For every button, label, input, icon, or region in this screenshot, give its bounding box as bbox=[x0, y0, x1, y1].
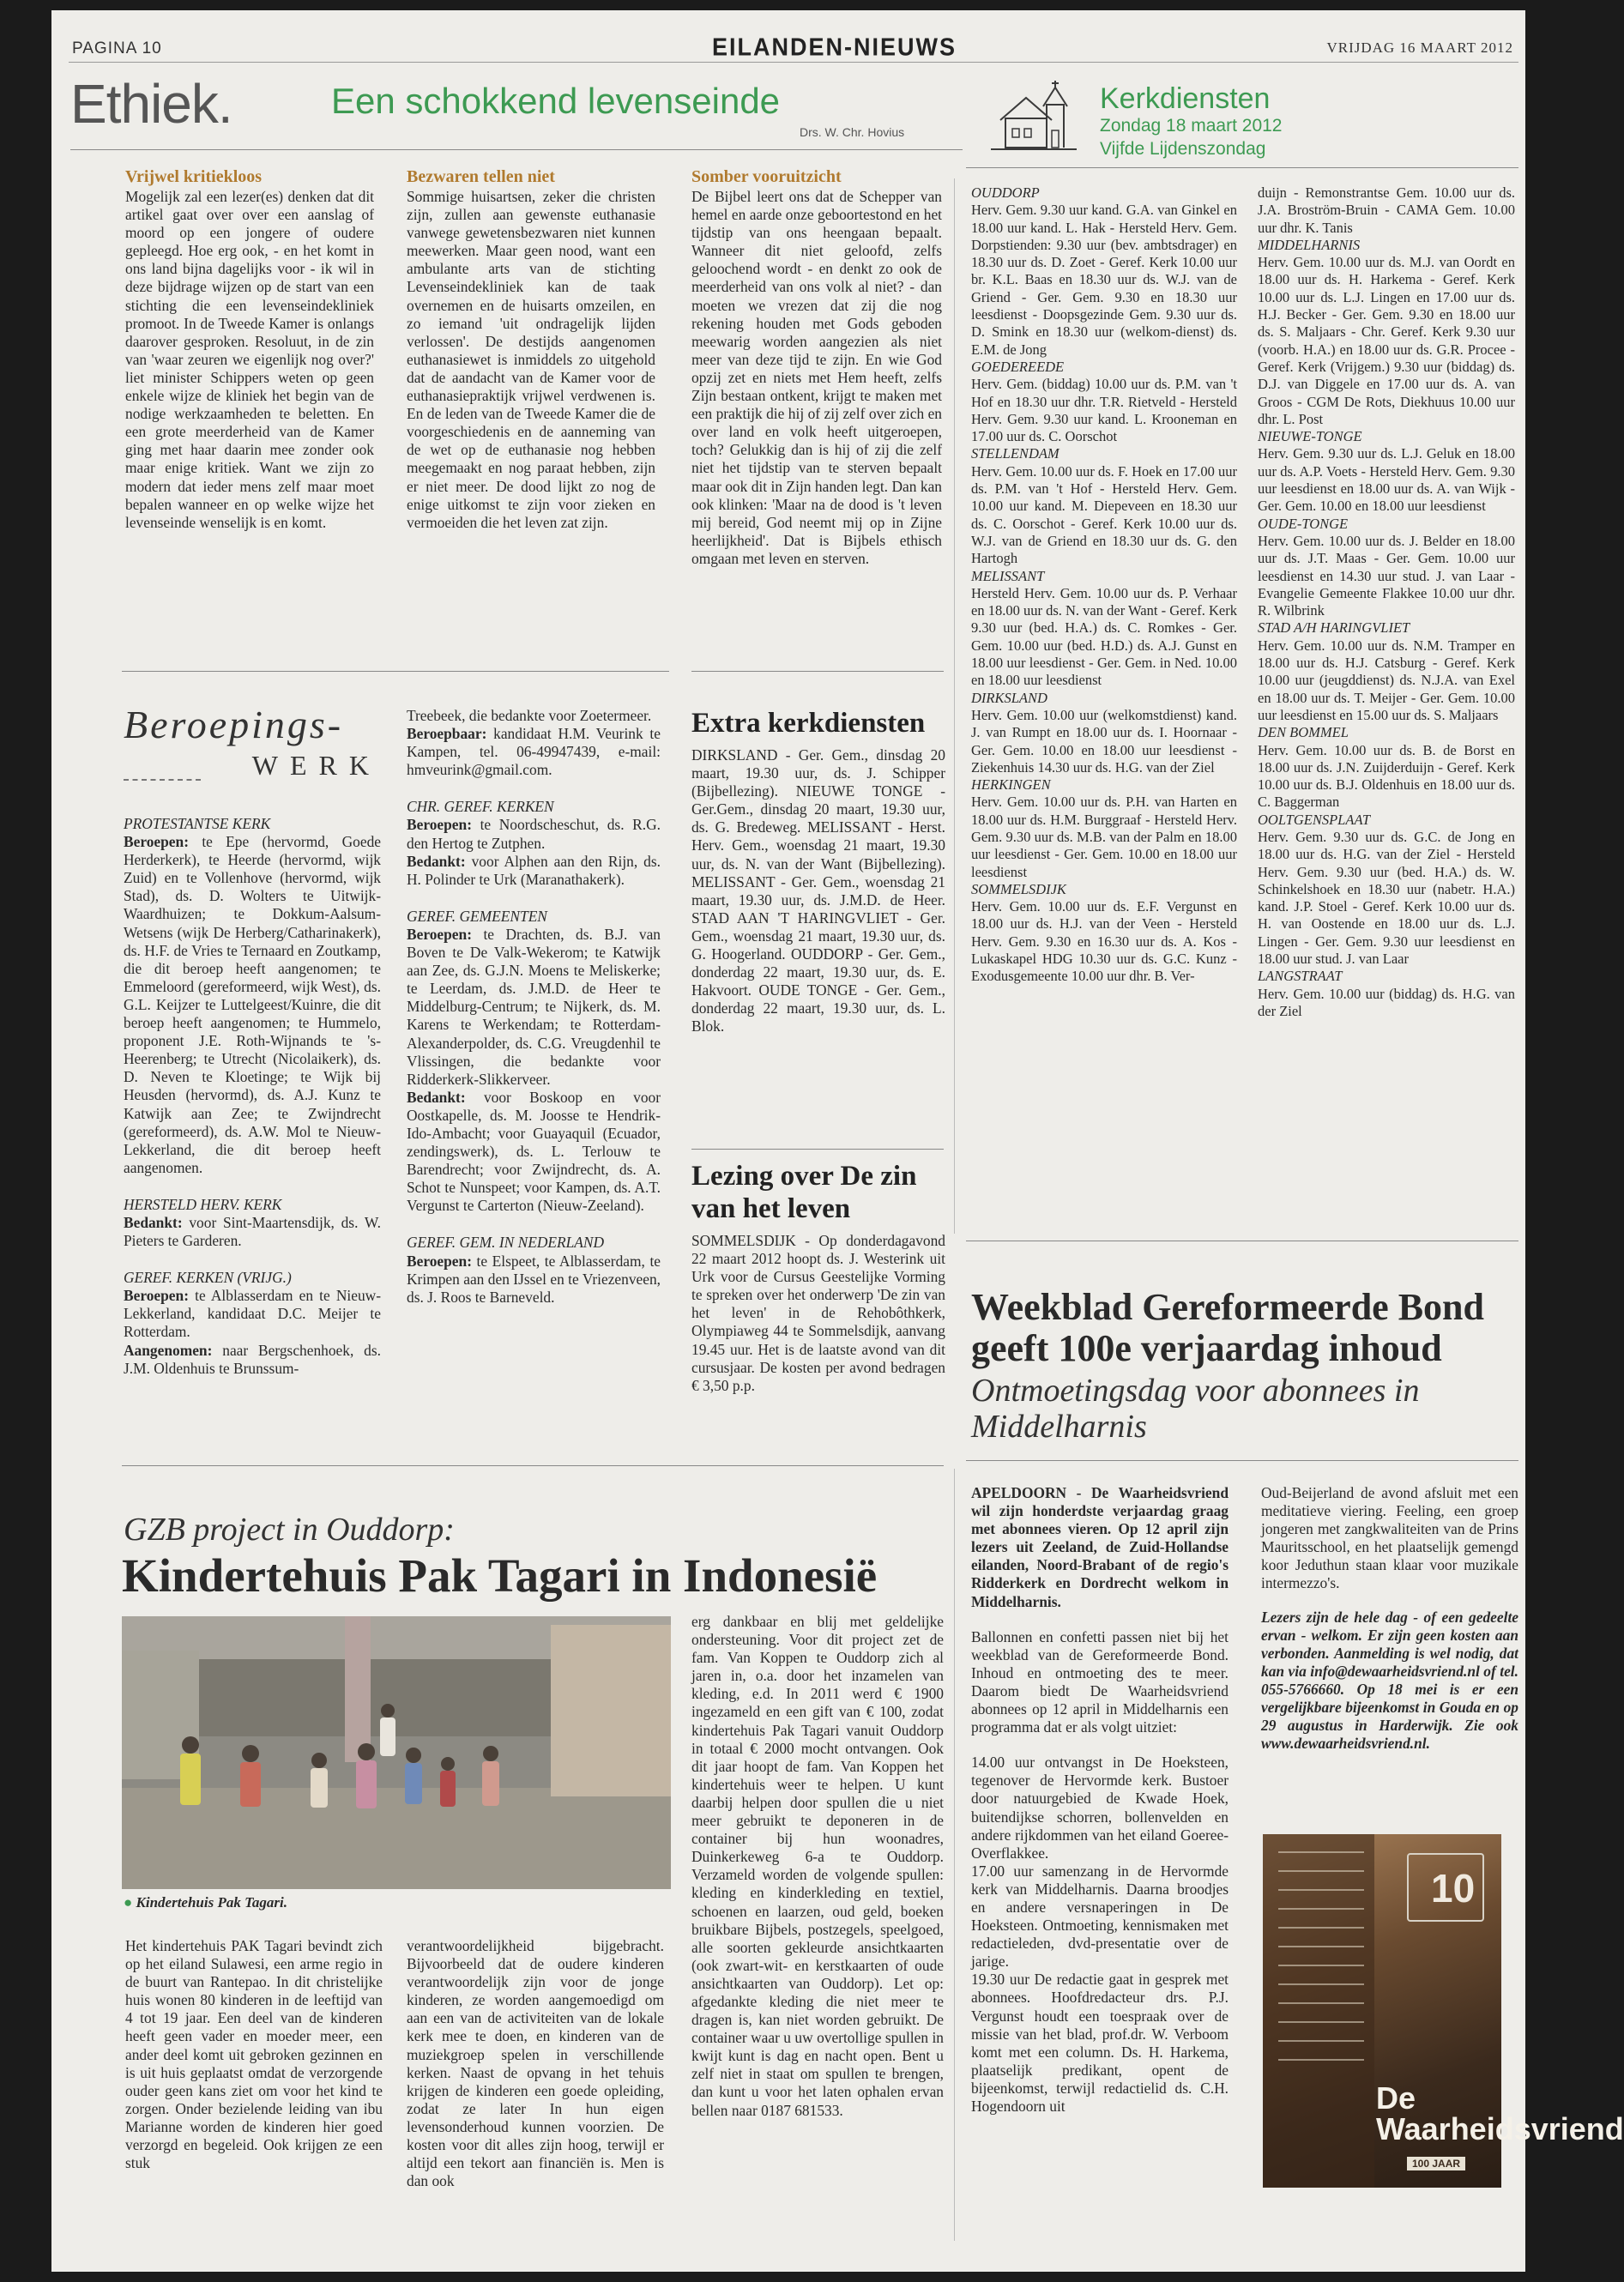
extra-title: Extra kerkdiensten bbox=[691, 708, 926, 739]
beroep-church-heading: GEREF. GEMEENTEN bbox=[407, 907, 547, 925]
beroep-column-2 bbox=[407, 707, 661, 1307]
beroep-entry bbox=[124, 1214, 381, 1250]
ethiek-subhead-3: Somber vooruitzicht bbox=[691, 167, 842, 186]
kerk-place: LANGSTRAAT bbox=[1258, 968, 1343, 985]
beroep-entry bbox=[124, 1287, 381, 1341]
beroep-entry-text: voor Alphen aan den Rijn, ds. H. Polinder te Urk (Maranathakerk). bbox=[407, 852, 661, 888]
kerk-services: Herv. Gem. 10.00 uur ds. E.F. Vergunst en 18.00 uur ds. H.J. van der Veen - Hersteld Herv. Gem. 9.30 en 16.30 uur ds. A. Kos - Lukaskapel HDG 10.30 uur ds. G.C. Kunz - Exodusgemeente 10.00 uur dhr. B. Ver- bbox=[971, 898, 1237, 985]
weekblad-r2: Lezers zijn de hele dag - of een gedeelte ervan - welkom. Er zijn geen kosten aan verbonden. Aanmelding is wel nodig, dat kan via info@dewaarheidsvriend.nl of tel. 055-5766660. Op 18 mei is er een vergelijkbare bijeenkomst in Gouda en op 29 augustus in Harderwijk. Zie ook www.dewaarheidsvriend.nl. bbox=[1261, 1608, 1518, 1753]
kerk-services: Herv. Gem. 10.00 uur ds. B. de Borst en 18.00 uur ds. J.N. Zuijderduijn - Geref. Kerk 10.00 uur ds. B.J. Oldenhuis en 18.00 uur ds. C. Baggerman bbox=[1258, 741, 1515, 811]
kerk-services: duijn - Remonstrantse Gem. 10.00 uur ds. J.A. Broström-Bruin - CAMA Gem. 10.00 uur dhr. K. Tanis bbox=[1258, 184, 1515, 236]
newspaper-page bbox=[51, 10, 1624, 2272]
kerk-services: Hersteld Herv. Gem. 10.00 uur ds. P. Verhaar en 18.00 uur ds. N. van der Want - Geref. Kerk 9.30 uur (bed. H.A.) ds. C. Romkes - Ger. Gem. 10.00 uur (bed. H.D.) ds. A.J. Gunst en 18.00 uur leesdienst - Ger. Gem. in Ned. 10.00 en 18.00 uur leesdienst bbox=[971, 584, 1237, 689]
beroep-entry-label: Beroepen: bbox=[407, 925, 472, 943]
beroep-entry-label: Beroepen: bbox=[124, 1287, 189, 1305]
kerk-place: SOMMELSDIJK bbox=[971, 880, 1066, 897]
ethiek-column-3 bbox=[691, 166, 942, 568]
beroep-entry-text: naar Bergschenhoek, ds. J.M. Oldenhuis te Brunssum- bbox=[124, 1341, 381, 1377]
weekblad-column-1 bbox=[971, 1484, 1229, 2116]
kerk-services: Herv. Gem. 10.00 uur ds. P.H. van Harten en 18.00 uur ds. H.M. Burggraaf - Hersteld Herv. Gem. 9.30 uur ds. M.B. van der Palm en 18.00 uur leesdienst - Ger. Gem. 10.00 en 18.00 uur leesdienst bbox=[971, 794, 1237, 880]
kerk-place: HERKINGEN bbox=[971, 776, 1051, 794]
gzb-photo bbox=[122, 1616, 671, 1889]
beroep-church-heading: GEREF. KERKEN (VRIJG.) bbox=[124, 1269, 292, 1287]
kerk-services: Herv. Gem. 10.00 uur ds. N.M. Tramper en 18.00 uur ds. H.J. Catsburg - Geref. Kerk 10.00 uur (jeugddienst) ds. N.J.A. van Exel en 18.00 uur ds. T. Meijer - Ger. Gem. 10.00 uur leesdienst en 15.00 uur ds. S. Maljaars bbox=[1258, 637, 1515, 723]
beroep-entry bbox=[407, 853, 661, 889]
kerk-place: STAD A/H HARINGVLIET bbox=[1258, 619, 1410, 637]
beroep-entry-text: te Noordscheschut, ds. R.G. den Hertog te Zutphen. bbox=[407, 816, 661, 852]
gzb-column-3: erg dankbaar en blij met geldelijke ondersteuning. Voor dit project zet de fam. Van Koppen te Ouddorp zich al jaren in, o.a. door het inzamelen van kleding, e.d. In 2011 werd € 1900 ingezameld en een gift van € 100, zodat kindertehuis Pak Tagari vanuit Ouddorp in totaal € 2000 mocht ontvangen. Ook dit jaar hoopt de fam. Van Koppen het kindertehuis weer te helpen. U kunt daarbij helpen door spullen die u niet meer gebruikt te deponeren in de container bij hun woonadres, Duinkerkeweg 6-a te Ouddorp. Verzameld worden de volgende spullen: kleding en kinderkleding en textiel, schoenen en laarzen, oud geld, boeken bruikbare Bijbels, postzegels, speelgoed, alle soorten gekleurde ansichtkaarten (ook zwart-wit- en kerstkaarten of oude ansichtkaarten van Ouddorp). Let op: afgedankte kleding die niet meer te dragen is, kan niet worden gebruikt. De container waar u uw overtollige spullen in kwijt kunt is dag en nacht open. Bent u zelf niet in staat om spullen te brengen, dan kunt u voor het laten ophalen ervan bellen naar 0187 681533. bbox=[691, 1613, 944, 2119]
kerk-services: Herv. Gem. 10.00 uur (welkomstdienst) kand. J. van Rumpt en 18.00 uur ds. I. Hoornaar - Ger. Gem. 10.00 en 18.00 uur leesdienst - Ziekenhuis 14.30 uur ds. H.G. van der Ziel bbox=[971, 706, 1237, 776]
bullet-icon: ● bbox=[124, 1894, 133, 1911]
kerk-place: NIEUWE-TONGE bbox=[1258, 428, 1362, 445]
kerk-sub: Vijfde Lijdenszondag bbox=[1100, 139, 1266, 159]
gzb-caption-row bbox=[124, 1894, 287, 1911]
beroep-entry-text: te Drachten, ds. B.J. van Boven te De Valk-Wekerom; te Katwijk aan Zee, ds. G.J.N. Moens te Meliskerke; te Leerdam, ds. J.M.D. de Heer te Middelburg-Centrum; te Nijkerk, ds. M. Karens te Werkendam; te Rotterdam-Alexanderpolder, ds. C.G. Vreugdenhil te Vlissingen, die bedankte voor Ridderkerk-Slikkerveer. bbox=[407, 925, 661, 1088]
gzb-column-2: verantwoordelijkheid bijgebracht. Bijvoorbeeld dat de oudere kinderen verantwoordelijk zijn voor de jonge kinderen, ze worden aangemoedigd om aan een van de activiteiten van de lokale kerk mee te doen, en kinderen van de muziekgroep spelen in verschillende kerken. Naast de opvang in het tehuis krijgen de kinderen een goede opleiding, zodat ze later In hun eigen levensonderhoud kunnen voorzien. De kosten voor dit alles zijn hoog, terwijl er altijd een tekort aan financiën is. Men is dan ook bbox=[407, 1937, 664, 2190]
ethiek-column-1 bbox=[125, 166, 374, 532]
weekblad-p1: Ballonnen en confetti passen niet bij het weekblad van de Gereformeerde Bond. Inhoud en ontmoeting des te meer. Daarom biedt De Waarheidsvriend abonnees op 12 april in Middelharnis een programma dat er als volgt uitziet: bbox=[971, 1627, 1229, 1736]
kerk-place: MELISSANT bbox=[971, 567, 1045, 584]
beroep-column-1 bbox=[124, 815, 381, 1378]
kerk-place: MIDDELHARNIS bbox=[1258, 236, 1361, 253]
kerk-place: OUDE-TONGE bbox=[1258, 515, 1349, 532]
beroep-entry bbox=[124, 833, 381, 1177]
beroep-entry-text: te Elspeet, te Alblasserdam, te Krimpen aan den IJssel en te Vriezenveen, ds. J. Roos te Barneveld. bbox=[407, 1252, 661, 1306]
beroep-entry-text: kandidaat H.M. Veurink te Kampen, tel. 06-49947439, e-mail: hmveurink@gmail.com. bbox=[407, 725, 661, 779]
beroep-entry bbox=[407, 926, 661, 1089]
kerk-place: GOEDEREEDE bbox=[971, 358, 1065, 375]
kerk-services: Herv. Gem. 10.00 uur (biddag) ds. H.G. van der Ziel bbox=[1258, 985, 1515, 1019]
weekblad-column-2 bbox=[1261, 1484, 1518, 1753]
kerk-services: Herv. Gem. (biddag) 10.00 uur ds. P.M. van 't Hof en 18.30 uur dhr. T.R. Rietveld - Hersteld Herv. Gem. 9.30 uur kand. L. Krooneman en 17.00 uur ds. C. Oorschot bbox=[971, 376, 1237, 445]
ethiek-column-2 bbox=[407, 166, 655, 532]
weekblad-subtitle: Ontmoetingsdag voor abonnees in Middelharnis bbox=[971, 1373, 1420, 1445]
extra-text: DIRKSLAND - Ger. Gem., dinsdag 20 maart, 19.30 uur, ds. J. Schipper (Bijbellezing). NIEUWE TONGE - Ger.Gem., dinsdag 20 maart, 19.30 uur, ds. G. Bredeweg. MELISSANT - Herst. Herv. Gem., woensdag 21 maart, 19.30 uur, ds. N. van der Want (Bijbellezing). MELISSANT - Ger. Gem., woensdag 21 maart, 19.30 uur, ds. J.M.D. de Heer. STAD AAN 'T HARINGVLIET - Ger. Gem., woensdag 21 maart, 19.30 uur, ds. G. Hoogerland. OUDDORP - Ger. Gem., donderdag 22 maart, 19.30 uur, ds. E. Hakvoort. OUDE TONGE - Ger. Gem., donderdag 22 maart, 19.30 uur, ds. L. Blok. bbox=[691, 746, 945, 1035]
masthead: EILANDEN-NIEUWS bbox=[712, 33, 957, 61]
kerk-services: Herv. Gem. 10.00 uur ds. M.J. van Oordt en 18.00 uur ds. H. Harkema - Geref. Kerk 10.00 uur ds. L.J. Lingen en 17.00 uur ds. H.J. Becker - Ger. Gem. 9.30 en 18.00 uur ds. S. Maljaars - Chr. Geref. Kerk 9.30 uur (voorb. H.A.) en 18.00 uur ds. G.R. Procee - Geref. Kerk (Vrijgem.) 9.30 uur (biddag) ds. D.J. van Diggele en 17.00 uur ds. A. van Groos - CGM De Rots, Diekhuus 10.00 uur dhr. L. Post bbox=[1258, 254, 1515, 427]
kerk-place: STELLENDAM bbox=[971, 445, 1060, 462]
beroep-entry-text: voor Sint-Maartensdijk, ds. W. Pieters te Garderen. bbox=[124, 1213, 381, 1250]
beroep-entry bbox=[124, 1342, 381, 1378]
ethiek-text-3: De Bijbel leert ons dat de Schepper van hemel en aarde onze geboortestond en het tijdstip van ons heengaan bepaalt. Wanneer dit niet geloofd, zelfs geloochend wordt - en denkt zo ook de meerderheid van ons volk al niet? - dan moeten we vrezen dat zij die nog rekening houden met Gods geboden meewarig worden aangezien als niet meer van deze tijd te zijn. En wie God opzij zet en niets met Hem heeft, zelfs Zijn bestaan ontkent, krijgt te maken met een praktijk die hij of zij zelf over zich en over land en volk heeft uitgeroepen, toch? Gelukkig dan is hij of zij die zelf niet het tijdstip van te sterven bepaalt maar ook dit in Zijn handen legt. Dan kan ook klinken: 'Maar na de dood is 't leven mij bereid, God neemt mij op in Zijne heerlijkheid'. Dat is Bijbels ethisch omgaan met leven en sterven. bbox=[691, 188, 942, 567]
kerk-place: DIRKSLAND bbox=[971, 689, 1047, 706]
beroep-title: Beroepings- bbox=[124, 703, 344, 746]
waarheidsvriend-cover bbox=[1263, 1834, 1624, 2188]
beroep-entry bbox=[407, 725, 661, 779]
weekblad-lead: APELDOORN - De Waarheidsvriend wil zijn honderdste verjaardag graag met abonnees vieren. Op 12 april zijn lezers uit Zeeland, de Zuid-Hollandse eilanden, Noord-Brabant of de regio's Ridderkerk en Dordrecht welkom in Middelharnis. bbox=[971, 1484, 1229, 1610]
cover-title: De Waarheidsvriend bbox=[1376, 2080, 1624, 2146]
kerk-column-right bbox=[1258, 184, 1515, 1020]
beroep-entry-label: Beroepen: bbox=[407, 816, 472, 834]
beroep-entry-label: Beroepen: bbox=[407, 1252, 472, 1270]
ethiek-subhead-2: Bezwaren tellen niet bbox=[407, 167, 555, 186]
gzb-caption: Kindertehuis Pak Tagari. bbox=[136, 1894, 288, 1911]
cover-number: 10 bbox=[1431, 1866, 1476, 1911]
beroep-entry bbox=[407, 816, 661, 852]
section-title-ethiek: Ethiek. bbox=[70, 73, 232, 135]
beroep-rule bbox=[124, 779, 201, 781]
beroep-entry-text: te Epe (hervormd, Goede Herderkerk), te Heerde (hervormd, wijk Zuid) en te Vollenhove (hervormd, wijk Stad), ds. D. Wolters te Uitwijk-Waardhuizen; te Dokkum-Aalsum-Wetsens (wijk De Herberg/Catharinakerk), ds. H.F. de Vries te Ternaard en Zoutkamp, die dit beroep heeft aangenomen; te Emmeloord (gereformeerd, wijk West), ds. G.L. Keijzer te Luttelgeest/Kuinre, die dit beroep heeft aangenomen; te Hummelo, proponent J.E. Roth-Wijnands te 's-Heerenberg; te Utrecht (Nicolaikerk), ds. D. Neven te Kloetinge; te Wijk bij Heusden (hervormd), ds. A.J. Kunz te Katwijk aan Zee; te Zwijndrecht (gereformeerd), ds. A.W. Mol te Nieuw-Lekkerland, die dit beroep heeft aangenomen. bbox=[124, 833, 381, 1176]
weekblad-p4: 19.30 uur De redactie gaat in gesprek met abonnees. Hoofdredacteur drs. P.J. Vergunst houdt een toespraak over de missie van het blad, prof.dr. W. Verboom komt met een column. Ds. H. Harkema, plaatselijk predikant, opent de bijeenkomst, terwijl redactielid ds. C.H. Hogendoorn uit bbox=[971, 1971, 1229, 2115]
kerk-services: Herv. Gem. 9.30 uur kand. G.A. van Ginkel en 18.00 uur kand. L. Hak - Hersteld Herv. Gem. Dorpstienden: 9.30 uur (bev. ambtsdrager) en 18.30 uur ds. D. Zoet - Geref. Kerk 10.00 uur br. K.L. Baas en 18.30 uur ds. W.J. van de Griend - Ger. Gem. 9.30 en 18.30 uur leesdienst - Doopsgezinde Gem. 9.30 uur ds. D. Smink en 18.30 uur (welkom-dienst) ds. E.M. de Jong bbox=[971, 202, 1237, 358]
beroep-entry bbox=[407, 707, 661, 725]
kerk-place: OOLTGENSPLAAT bbox=[1258, 811, 1371, 828]
beroep-entry bbox=[407, 1253, 661, 1307]
beroep-entry-label: Beroepen: bbox=[124, 833, 189, 851]
kerk-services: Herv. Gem. 9.30 uur ds. L.J. Geluk en 18.00 uur ds. A.P. Voets - Hersteld Herv. Gem. 9.30 uur leesdienst en 18.00 uur ds. A. van Wijk - Ger. Gem. 10.00 en 18.00 uur leesdienst bbox=[1258, 445, 1515, 515]
beroep-entry-label: Bedankt: bbox=[407, 1088, 466, 1106]
gzb-column-1: Het kindertehuis PAK Tagari bevindt zich op het eiland Sulawesi, een arme regio in de buurt van Rantepao. In dit christelijke huis wonen 80 kinderen in de leeftijd van 4 tot 19 jaar. Een deel van de kinderen heeft geen vader en moeder meer, een ander deel komt uit gebroken gezinnen en is uit huis geplaatst omdat de verzorgende ouder geen kans ziet om voor het kind te zorgen. Onder bezielende leiding van ibu Marianne worden de kinderen hier goed verzorgd en begeleid. Ook krijgen ze een stuk bbox=[125, 1937, 383, 2172]
page-number: PAGINA 10 bbox=[72, 39, 162, 57]
beroep-church-heading: CHR. GEREF. KERKEN bbox=[407, 798, 554, 816]
beroep-entry-label: Bedankt: bbox=[124, 1213, 183, 1231]
ethiek-headline: Een schokkend levenseinde bbox=[331, 81, 781, 121]
ethiek-subhead-1: Vrijwel kritiekloos bbox=[125, 167, 263, 186]
kerk-place: DEN BOMMEL bbox=[1258, 724, 1349, 741]
kerk-column-left bbox=[971, 184, 1237, 986]
beroep-church-heading: HERSTELD HERV. KERK bbox=[124, 1195, 282, 1213]
cover-badge: 100 JAAR bbox=[1407, 2157, 1465, 2170]
ethiek-text-1: Mogelijk zal een lezer(es) denken dat dit artikel gaat over over een aanslag of moord op een jongere of oudere gepleegd. Hoe erg ook, - en het komt in ons land bijna dagelijks voor - ik wil in deze bijdrage wijzen op de start van een stichting die een levenseindekliniek promoot. In de Tweede Kamer is onlangs daarover gesproken. Resoluut, in de zin van 'waar zeuren we eigenlijk nog over?' liet minister Schippers weten op geen enkele wijze de kliniek het begin van de nodige werkzaamheden te beletten. En een grote meerderheid van de Kamer ging met haar daarin mee zonder ook maar enige kritiek. Want we zijn zo modern dat ieder mens zelf maar moet bepalen wanneer en op welke wijze het levenseinde wenselijk is en komt. bbox=[125, 188, 374, 531]
beroep-church-heading: PROTESTANTSE KERK bbox=[124, 815, 271, 832]
beroep-entry-text: Treebeek, die bedankte voor Zoetermeer. bbox=[407, 707, 652, 724]
kerk-services: Herv. Gem. 10.00 uur ds. J. Belder en 18.00 uur ds. J.T. Maas - Ger. Gem. 10.00 uur leesdienst en 14.30 uur stud. J. van Laar - Evangelie Gemeente Flakkee 10.00 uur dhr. R. Wilbrink bbox=[1258, 532, 1515, 619]
lezing-text: SOMMELSDIJK - Op donderdagavond 22 maart 2012 hoopt ds. J. Westerink uit Urk voor de Cursus Geestelijke Vorming te spreken over het onderwerp 'De zin van het leven' in de Rehobôthkerk, Olympiaweg 44 te Sommelsdijk, aanvang 19.45 uur. Het is de laatste avond van dit cursusjaar. De kosten per avond bedragen € 3,50 p.p. bbox=[691, 1232, 945, 1394]
beroep-entry-label: Bedankt: bbox=[407, 852, 466, 870]
ethiek-text-2: Sommige huisartsen, zeker die christen zijn, zullen aan gewenste euthanasie vanwege gewetensbezwaren niet kunnen meewerken. Maar geen nood, want een ambulante arts van de stichting Levenseindekliniek kan de taak overnemen en de huisarts omzeilen, en zo iemand 'uit ondragelijk lijden verlossen'. De destijds aangenomen euthanasiewet is inmiddels zo uitgehold dat de aandacht van de Kamer voor de euthanasiepraktijk vrijwel verdwenen is. En de leden van de Tweede Kamer die de voorgeschiedenis en de aanneming van de wet op de euthanasie nog hebben meegemaakt en nog paraat hebben, zijn er niet meer. De dood lijkt zo nog de enige uitkomst te zijn voor zieken en vermoeiden die het leven zat zijn. bbox=[407, 188, 655, 531]
weekblad-p2: 14.00 uur ontvangst in De Hoeksteen, tegenover de Hervormde kerk. Bustoer door natuurgebied de Kwade Hoek, buitendijkse schorren, bollenvelden en andere rijkdommen van het eiland Goeree-Overflakkee. bbox=[971, 1754, 1229, 1862]
beroep-entry-text: voor Boskoop en voor Oostkapelle, ds. M. Joosse te Hendrik-Ido-Ambacht; voor Guayaquil (Ecuador, zendingswerk), ds. L. Terlouw te Barendrecht; voor Zwijndrecht, ds. A. Schot te Nunspeet; voor Kampen, ds. A.T. Vergunst te Carterton (Nieuw-Zeeland). bbox=[407, 1088, 661, 1215]
kerk-title: Kerkdiensten bbox=[1100, 82, 1271, 115]
beroep-entry-text: te Alblasserdam en te Nieuw-Lekkerland, kandidaat D.C. Meijer te Rotterdam. bbox=[124, 1287, 381, 1341]
beroep-entry-label: Aangenomen: bbox=[124, 1341, 213, 1359]
weekblad-title: Weekblad Gereformeerde Bond geeft 100e verjaardag inhoud bbox=[971, 1286, 1484, 1369]
kerk-services: Herv. Gem. 9.30 uur ds. G.C. de Jong en 18.00 uur ds. H.G. van der Ziel - Hersteld Herv. Gem. 9.30 uur (bed. H.A.) ds. W. Schinkelshoek en 18.30 uur (nabetr. H.A.) kand. J.P. Stoel - Geref. Kerk 10.00 uur ds. H. van Oostende en 18.00 uur ds. L.J. Lingen - Ger. Gem. 9.30 uur leesdienst en 18.00 uur stud. J. van Laar bbox=[1258, 828, 1515, 968]
gzb-title: Kindertehuis Pak Tagari in Indonesië bbox=[122, 1549, 878, 1602]
weekblad-r1: Oud-Beijerland de avond afsluit met een meditatieve viering. Feeling, een groep jongeren met zangkwaliteiten van de Prins Mauritsschool, en het plaatselijk gemengd koor Jeduthun staan klaar voor muzikale intermezzo's. bbox=[1261, 1484, 1518, 1592]
church-icon bbox=[987, 79, 1081, 156]
kerk-services: Herv. Gem. 10.00 uur ds. F. Hoek en 17.00 uur ds. P.M. van 't Hof - Hersteld Herv. Gem. 10.00 uur kand. M. Diepeveen en 18.30 uur ds. C. Oorschot - Geref. Kerk 10.00 uur ds. W.J. van de Griend en 18.30 uur ds. G. den Hartogh bbox=[971, 462, 1237, 567]
lezing-title: Lezing over De zin van het leven bbox=[691, 1161, 917, 1224]
beroep-church-heading: GEREF. GEM. IN NEDERLAND bbox=[407, 1234, 605, 1252]
issue-date: VRIJDAG 16 MAART 2012 bbox=[1326, 39, 1513, 56]
beroep-entry-label: Beroepbaar: bbox=[407, 725, 487, 743]
kerk-date: Zondag 18 maart 2012 bbox=[1100, 116, 1283, 136]
gzb-kicker: GZB project in Ouddorp: bbox=[124, 1512, 455, 1548]
ethiek-author: Drs. W. Chr. Hovius bbox=[800, 125, 905, 139]
beroep-entry bbox=[407, 1089, 661, 1216]
weekblad-p3: 17.00 uur samenzang in de Hervormde kerk van Middelharnis. Daarna broodjes en andere versnaperingen in De Hoeksteen. Ontmoeting, kennismaken met redactieleden, dvd-presentatie over de jarige. bbox=[971, 1862, 1229, 1971]
kerk-place: OUDDORP bbox=[971, 184, 1040, 201]
beroep-title-2: WERK bbox=[251, 750, 381, 781]
